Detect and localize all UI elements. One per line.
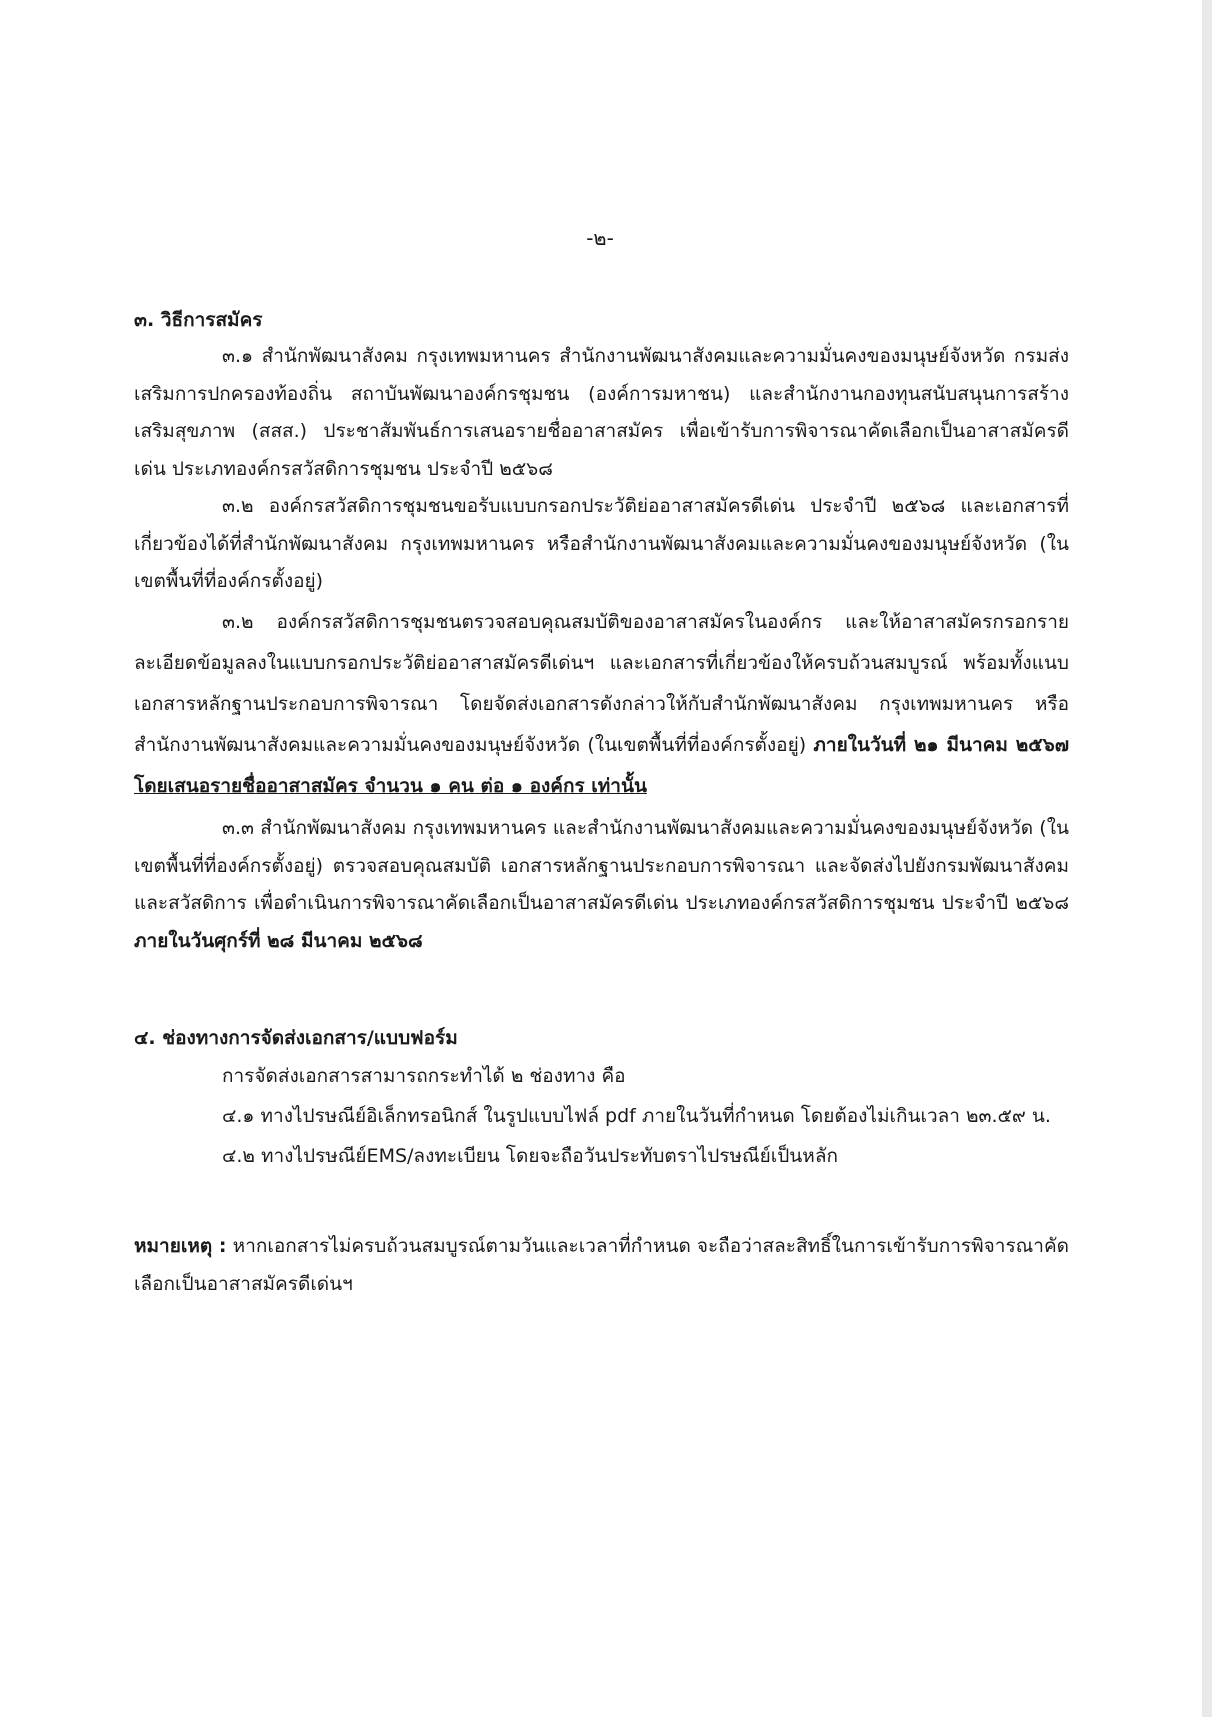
section-4-item-2: ๔.๒ ทางไปรษณีย์EMS/ลงทะเบียน โดยจะถือวันประทับตราไปรษณีย์เป็นหลัก — [222, 1145, 838, 1167]
paragraph-3-2b-text: ๓.๒ องค์กรสวัสดิการชุมชนตรวจสอบคุณสมบัติของอาสาสมัครในองค์กร และให้อาสาสมัครกรอกรายละเอียดข้อมูลลงในแบบกรอกประวัติย่ออาสาสมัครดีเด่นฯ และเอกสารที่เกี่ยวข้องให้ครบถ้วนสมบูรณ์ พร้อมทั้งแนบเอกสารหลักฐานประกอบการพิจารณา โดยจัดส่งเอกสารดังกล่าวให้กับสำนักพัฒนาสังคม กรุงเทพมหานคร หรือสำนักงานพัฒนาสังคมและความมั่นคงของมนุษย์จังหวัด (ในเขตพื้นที่ที่องค์กรตั้งอยู่) — [134, 611, 1069, 756]
paragraph-3-1: ๓.๑ สำนักพัฒนาสังคม กรุงเทพมหานคร สำนักงานพัฒนาสังคมและความมั่นคงของมนุษย์จังหวัด กรมส่งเสริมการปกครองท้องถิ่น สถาบันพัฒนาองค์กรชุมชน (องค์การมหาชน) และสำนักงานกองทุนสนับสนุนการสร้างเสริมสุขภาพ (สสส.) ประชาสัมพันธ์การเสนอรายชื่ออาสาสมัคร เพื่อเข้ารับการพิจารณาคัดเลือกเป็นอาสาสมัครดีเด่น ประเภทองค์กรสวัสดิการชุมชน ประจำปี ๒๕๖๘ — [134, 345, 1069, 480]
deadline-submission: ภายในวันที่ ๒๑ มีนาคม ๒๕๖๗ — [813, 734, 1069, 756]
note-text: หากเอกสารไม่ครบถ้วนสมบูรณ์ตามวันและเวลาที่กำหนด จะถือว่าสละสิทธิ์ในการเข้ารับการพิจารณาคัดเลือกเป็นอาสาสมัครดีเด่นฯ — [134, 1235, 1069, 1295]
section-4-item-1: ๔.๑ ทางไปรษณีย์อิเล็กทรอนิกส์ ในรูปแบบไฟล์ pdf ภายในวันที่กำหนด โดยต้องไม่เกินเวลา ๒๓.๕๙ น. — [222, 1105, 1051, 1127]
note-label: หมายเหตุ : — [134, 1235, 227, 1257]
section-3-heading: ๓. วิธีการสมัคร — [134, 309, 263, 331]
note — [134, 1228, 1069, 1303]
paragraph-3-2b — [134, 602, 1069, 807]
section-4-intro: การจัดส่งเอกสารสามารถกระทำได้ ๒ ช่องทาง คือ — [222, 1065, 626, 1087]
page-number: -๒- — [586, 226, 614, 250]
section-3-paragraph-4 — [134, 810, 1069, 960]
note-paragraph — [134, 1228, 1069, 1303]
nomination-limit: โดยเสนอรายชื่ออาสาสมัคร จำนวน ๑ คน ต่อ ๑ องค์กร เท่านั้น — [134, 775, 647, 797]
paragraph-3-3-text: ๓.๓ สำนักพัฒนาสังคม กรุงเทพมหานคร และสำนักงานพัฒนาสังคมและความมั่นคงของมนุษย์จังหวัด (ในเขตพื้นที่ที่องค์กรตั้งอยู่) ตรวจสอบคุณสมบัติ เอกสารหลักฐานประกอบการพิจารณา และจัดส่งไปยังกรมพัฒนาสังคมและสวัสดิการ เพื่อดำเนินการพิจารณาคัดเลือกเป็นอาสาสมัครดีเด่น ประเภทองค์กรสวัสดิการชุมชน ประจำปี ๒๕๖๘ — [134, 817, 1069, 914]
section-3-paragraph-3 — [134, 602, 1069, 807]
paragraph-3-2: ๓.๒ องค์กรสวัสดิการชุมชนขอรับแบบกรอกประวัติย่ออาสาสมัครดีเด่น ประจำปี ๒๕๖๘ และเอกสารที่เกี่ยวข้องได้ที่สำนักพัฒนาสังคม กรุงเทพมหานคร หรือสำนักงานพัฒนาสังคมและความมั่นคงของมนุษย์จังหวัด (ในเขตพื้นที่ที่องค์กรตั้งอยู่) — [134, 495, 1069, 592]
section-4-heading: ๔. ช่องทางการจัดส่งเอกสาร/แบบฟอร์ม — [134, 1027, 458, 1049]
deadline-forwarding: ภายในวันศุกร์ที่ ๒๘ มีนาคม ๒๕๖๘ — [134, 929, 423, 952]
section-4 — [134, 1020, 1069, 1176]
section-3 — [134, 302, 1069, 601]
paragraph-3-3 — [134, 810, 1069, 960]
page-edge-shadow — [1202, 0, 1212, 1717]
